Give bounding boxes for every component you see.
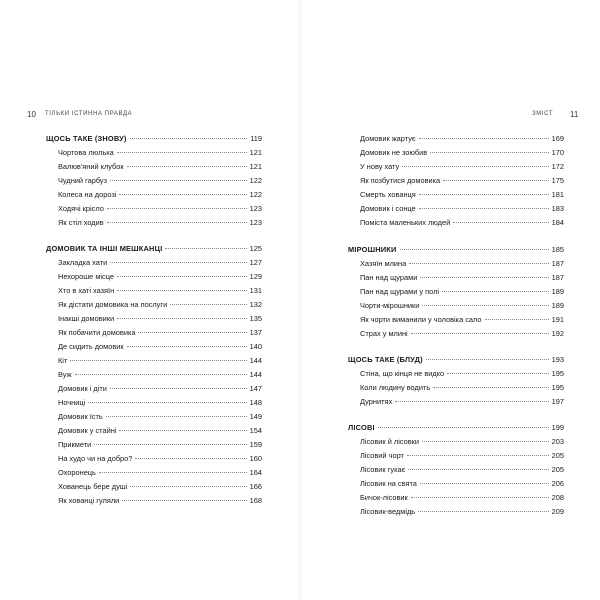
dot-leader <box>94 444 246 445</box>
section-title: ДОМОВИК ТА ІНШІ МЕШКАНЦІ <box>46 244 163 253</box>
dot-leader <box>75 374 247 375</box>
dot-leader <box>485 319 549 320</box>
page-ref: 119 <box>250 134 262 143</box>
entry-title: Інакші домовики <box>58 314 115 323</box>
page-ref: 195 <box>551 369 564 378</box>
toc-entry <box>46 160 262 174</box>
toc-entry <box>46 340 262 354</box>
toc-entry <box>46 270 262 284</box>
page-ref: 191 <box>551 315 564 324</box>
dot-leader <box>420 483 549 484</box>
section-title: ЩОСЬ ТАКЕ (БЛУД) <box>348 355 423 364</box>
toc-entry <box>46 312 262 326</box>
right-page <box>300 0 600 600</box>
page-number: 11 <box>570 110 579 119</box>
page-ref: 175 <box>551 176 564 185</box>
toc-entry <box>348 257 564 271</box>
page-ref: 127 <box>249 258 262 267</box>
dot-leader <box>99 472 247 473</box>
entry-title: Валюв'яний клубок <box>58 162 124 171</box>
page-ref: 208 <box>551 493 564 502</box>
toc-entry <box>46 494 262 508</box>
dot-leader <box>117 318 247 319</box>
dot-leader <box>119 430 246 431</box>
page-ref: 148 <box>249 398 262 407</box>
page-ref: 132 <box>249 300 262 309</box>
toc-entry <box>46 480 262 494</box>
dot-leader <box>430 152 548 153</box>
entry-title: Ночниці <box>58 398 86 407</box>
dot-leader <box>411 333 549 334</box>
dot-leader <box>107 222 247 223</box>
toc-section-heading <box>348 243 564 257</box>
toc-entry <box>348 477 564 491</box>
page-ref: 121 <box>249 162 262 171</box>
entry-title: Домовик і сонце <box>360 204 416 213</box>
page-ref: 160 <box>249 454 262 463</box>
dot-leader <box>127 166 247 167</box>
entry-title: Охоронець <box>58 468 96 477</box>
toc-entry <box>348 146 564 160</box>
toc-entry <box>348 381 564 395</box>
entry-title: Страх у млині <box>360 329 408 338</box>
entry-title: Колеса на дорозі <box>58 190 117 199</box>
page-ref: 193 <box>551 355 564 364</box>
entry-title: Чортова люлька <box>58 148 114 157</box>
dot-leader <box>426 359 549 360</box>
section-title: ЩОСЬ ТАКЕ (ЗНОВУ) <box>46 134 127 143</box>
toc-entry <box>348 435 564 449</box>
dot-leader <box>107 208 247 209</box>
page-ref: 149 <box>249 412 262 421</box>
page-ref: 197 <box>551 397 564 406</box>
entry-title: Хто в хаті хазяїн <box>58 286 115 295</box>
page-ref: 183 <box>551 204 564 213</box>
page-ref: 184 <box>551 218 564 227</box>
toc-entry <box>348 174 564 188</box>
toc-entry <box>46 202 262 216</box>
toc-section-heading <box>348 353 564 367</box>
page-ref: 122 <box>249 190 262 199</box>
toc-entry <box>46 174 262 188</box>
entry-title: Бичок-лісовик <box>360 493 408 502</box>
entry-title: Лісовик-ведмідь <box>360 507 416 516</box>
dot-leader <box>110 180 247 181</box>
entry-title: Домовик їсть <box>58 412 103 421</box>
section-title: ЛІСОВІ <box>348 423 375 432</box>
toc-entry <box>46 424 262 438</box>
entry-title: Як дістати домовика на послуги <box>58 300 168 309</box>
dot-leader <box>117 152 247 153</box>
page-ref: 135 <box>249 314 262 323</box>
toc-entry <box>348 188 564 202</box>
dot-leader <box>110 262 246 263</box>
toc-entry <box>348 299 564 313</box>
dot-leader <box>138 332 246 333</box>
entry-title: Стіна, що кінця не видко <box>360 369 445 378</box>
entry-title: Пан над щурами у полі <box>360 287 440 296</box>
entry-title: Як позбутися домовика <box>360 176 441 185</box>
page-ref: 199 <box>551 423 564 432</box>
dot-leader <box>419 138 549 139</box>
dot-leader <box>170 304 246 305</box>
entry-title: Як стіл ходив <box>58 218 104 227</box>
dot-leader <box>117 290 246 291</box>
entry-title: Чорти-мірошники <box>360 301 420 310</box>
toc-entry <box>46 382 262 396</box>
dot-leader <box>407 455 549 456</box>
page-ref: 195 <box>551 383 564 392</box>
toc-entry <box>46 368 262 382</box>
page-ref: 168 <box>249 496 262 505</box>
page-ref: 187 <box>551 259 564 268</box>
entry-title: Домовик і діти <box>58 384 107 393</box>
toc-entry <box>46 466 262 480</box>
page-ref: 144 <box>249 356 262 365</box>
toc-section <box>348 421 564 519</box>
page-ref: 205 <box>551 465 564 474</box>
dot-leader <box>117 276 247 277</box>
toc-entry <box>348 505 564 519</box>
page-number: 10 <box>27 110 36 119</box>
toc-entry <box>348 327 564 341</box>
toc-left <box>46 132 262 520</box>
entry-title: Ходячі крісло <box>58 204 104 213</box>
page-ref: 121 <box>249 148 262 157</box>
entry-title: Як побачити домовика <box>58 328 136 337</box>
dot-leader <box>422 305 548 306</box>
running-head: ЗМІСТ <box>532 111 554 117</box>
dot-leader <box>419 208 549 209</box>
page-ref: 159 <box>249 440 262 449</box>
toc-section <box>348 353 564 409</box>
dot-leader <box>88 402 246 403</box>
toc-entry <box>46 256 262 270</box>
page-ref: 123 <box>249 204 262 213</box>
toc-entry <box>348 449 564 463</box>
page-ref: 185 <box>551 245 564 254</box>
dot-leader <box>119 194 246 195</box>
dot-leader <box>135 458 246 459</box>
toc-section <box>46 242 262 508</box>
entry-title: Домовик у стайні <box>58 426 117 435</box>
toc-entry <box>348 202 564 216</box>
toc-entry <box>348 160 564 174</box>
dot-leader <box>411 497 549 498</box>
dot-leader <box>400 249 549 250</box>
toc-entry <box>348 216 564 230</box>
toc-entry <box>46 284 262 298</box>
toc-entry <box>348 491 564 505</box>
page-ref: 129 <box>249 272 262 281</box>
entry-title: Домовик жартує <box>360 134 416 143</box>
page-ref: 192 <box>551 329 564 338</box>
toc-entry <box>348 395 564 409</box>
page-ref: 189 <box>551 301 564 310</box>
page-ref: 205 <box>551 451 564 460</box>
page-ref: 122 <box>249 176 262 185</box>
page-ref: 131 <box>249 286 262 295</box>
dot-leader <box>70 360 246 361</box>
entry-title: Як хованці гуляли <box>58 496 120 505</box>
toc-entry <box>348 313 564 327</box>
entry-title: Хованець бере душі <box>58 482 128 491</box>
toc-section-heading <box>46 132 262 146</box>
dot-leader <box>122 500 246 501</box>
toc-entry <box>348 463 564 477</box>
page-ref: 154 <box>249 426 262 435</box>
toc-entry <box>46 188 262 202</box>
toc-entry <box>46 410 262 424</box>
toc-right <box>348 132 564 531</box>
page-ref: 187 <box>551 273 564 282</box>
entry-title: Поміста маленьких людей <box>360 218 451 227</box>
toc-entry <box>46 452 262 466</box>
entry-title: Як чорти виманили у чоловіка сало <box>360 315 482 324</box>
entry-title: Смерть хованця <box>360 190 416 199</box>
dot-leader <box>422 441 549 442</box>
toc-entry <box>46 396 262 410</box>
entry-title: Дурнитях <box>360 397 393 406</box>
page-ref: 203 <box>551 437 564 446</box>
toc-entry <box>46 298 262 312</box>
entry-title: У нову хату <box>360 162 400 171</box>
dot-leader <box>447 373 549 374</box>
toc-section <box>348 132 564 230</box>
toc-entry <box>46 216 262 230</box>
entry-title: Вуж <box>58 370 72 379</box>
dot-leader <box>442 291 549 292</box>
dot-leader <box>165 248 246 249</box>
page-ref: 209 <box>551 507 564 516</box>
page-ref: 125 <box>249 244 262 253</box>
toc-section <box>348 243 564 341</box>
dot-leader <box>127 346 247 347</box>
section-title: МІРОШНИКИ <box>348 245 397 254</box>
dot-leader <box>443 180 548 181</box>
dot-leader <box>130 486 246 487</box>
dot-leader <box>433 387 548 388</box>
dot-leader <box>409 263 548 264</box>
toc-section <box>46 132 262 230</box>
dot-leader <box>130 138 248 139</box>
toc-entry <box>348 285 564 299</box>
dot-leader <box>110 388 247 389</box>
toc-entry <box>46 354 262 368</box>
dot-leader <box>453 222 548 223</box>
page-ref: 189 <box>551 287 564 296</box>
entry-title: Домовик не зоюбив <box>360 148 428 157</box>
running-head: ТІЛЬКИ ІСТИННА ПРАВДА <box>45 111 133 117</box>
page-ref: 123 <box>249 218 262 227</box>
toc-entry <box>348 367 564 381</box>
dot-leader <box>402 166 548 167</box>
page-ref: 164 <box>249 468 262 477</box>
dot-leader <box>419 194 549 195</box>
entry-title: Закладка хати <box>58 258 108 267</box>
page-ref: 147 <box>249 384 262 393</box>
entry-title: Хазяїн млина <box>360 259 407 268</box>
page-ref: 169 <box>551 134 564 143</box>
entry-title: Лісовик й лісовки <box>360 437 420 446</box>
page-ref: 172 <box>551 162 564 171</box>
entry-title: Чудний гарбуз <box>58 176 107 185</box>
page-ref: 181 <box>551 190 564 199</box>
entry-title: Коли людину водить <box>360 383 431 392</box>
entry-title: Пан над щурами <box>360 273 418 282</box>
page-ref: 166 <box>249 482 262 491</box>
dot-leader <box>378 427 549 428</box>
dot-leader <box>418 511 549 512</box>
entry-title: Лісовик на свята <box>360 479 417 488</box>
toc-section-heading <box>46 242 262 256</box>
page-ref: 170 <box>551 148 564 157</box>
entry-title: Кіт <box>58 356 68 365</box>
toc-entry <box>46 326 262 340</box>
entry-title: Лісовик гукає <box>360 465 406 474</box>
entry-title: Де сидить домовик <box>58 342 124 351</box>
toc-section-heading <box>348 421 564 435</box>
page-ref: 144 <box>249 370 262 379</box>
page-ref: 206 <box>551 479 564 488</box>
dot-leader <box>420 277 548 278</box>
dot-leader <box>395 401 548 402</box>
toc-entry <box>348 132 564 146</box>
entry-title: На худо чи на добро? <box>58 454 133 463</box>
entry-title: Прикмети <box>58 440 92 449</box>
entry-title: Лісовий чорт <box>360 451 404 460</box>
page-ref: 140 <box>249 342 262 351</box>
toc-entry <box>46 438 262 452</box>
toc-entry <box>46 146 262 160</box>
dot-leader <box>408 469 548 470</box>
dot-leader <box>106 416 247 417</box>
entry-title: Нехороше місце <box>58 272 114 281</box>
page-ref: 137 <box>249 328 262 337</box>
toc-entry <box>348 271 564 285</box>
